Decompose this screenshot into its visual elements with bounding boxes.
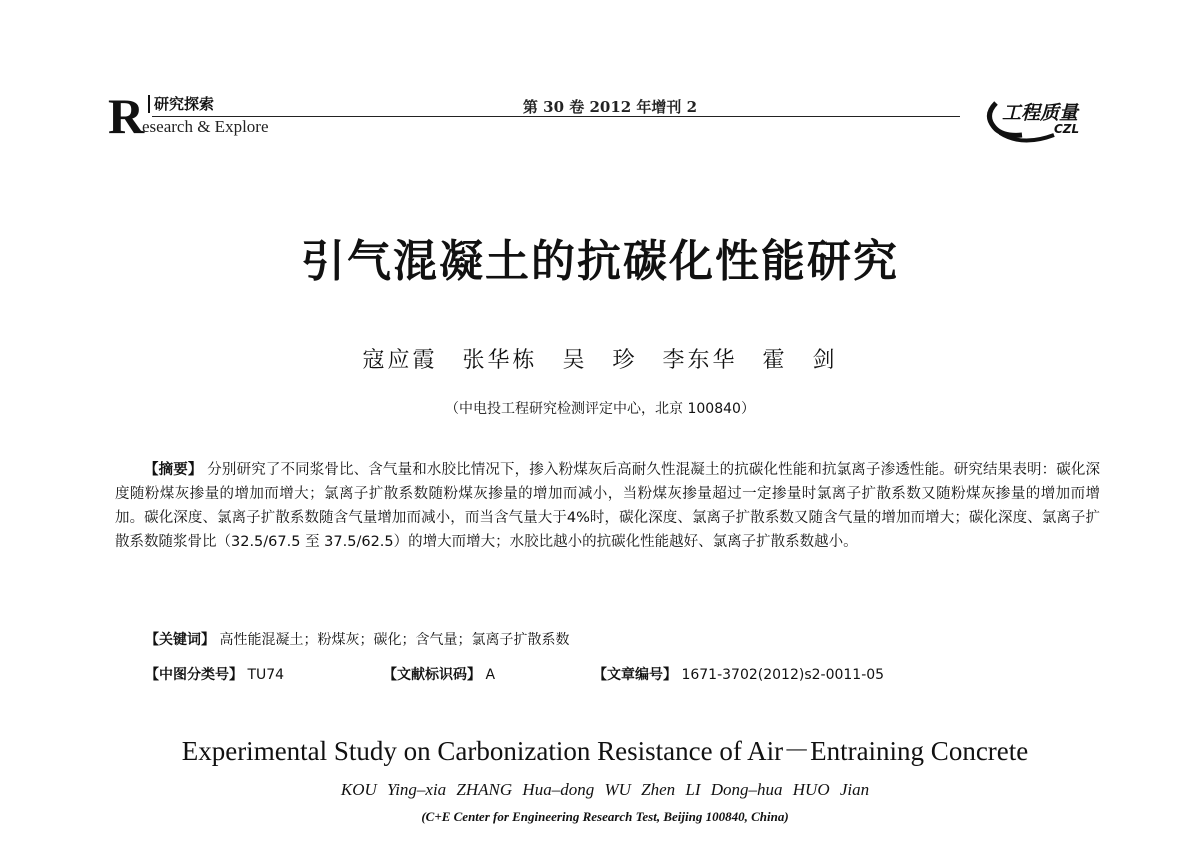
- r-logo-letter: R: [108, 88, 145, 144]
- journal-logo: [982, 93, 1097, 149]
- column-name-cn: 研究探索: [148, 95, 214, 113]
- column-name-en: esearch & Explore: [142, 117, 269, 136]
- authors-en: KOU Ying–xia ZHANG Hua–dong WU Zhen LI Dong–hua HUO Jian: [340, 780, 870, 799]
- abstract-text: 分别研究了不同浆骨比、含气量和水胶比情况下，掺入粉煤灰后高耐久性混凝土的抗碳化性能和抗氯离子渗透性能。研究结果表明：碳化深度随粉煤灰掺量的增加而增大；氯离子扩散系数随粉煤灰掺量的增加而减小，当粉煤灰掺量超过一定掺量时氯离子扩散系数又随粉煤灰掺量的增加而增加。碳化深度、氯离子扩散系数随含气量增加而减小，而当含气量大于4%时，碳化深度、氯离子扩散系数又随含气量的增加而增大；碳化深度、氯离子扩散系数随浆骨比（32.5/67.5 至 37.5/62.5）的增大而增大；水胶比越小的抗碳化性能越好、氯离子扩散系数越小。: [115, 462, 1100, 550]
- keywords: [145, 629, 1095, 649]
- paper-title-cn: 引气混凝土的抗碳化性能研究: [301, 236, 899, 287]
- abstract-paragraph: [115, 458, 1100, 554]
- article-number: [593, 664, 884, 684]
- logo-subtext: CZL: [1054, 122, 1080, 136]
- affiliation-cn: （中电投工程研究检测评定中心，北京 100840）: [445, 401, 755, 417]
- clc-value: TU74: [247, 667, 285, 683]
- doc-code-label: 【文献标识码】: [383, 667, 481, 683]
- clc-label: 【中图分类号】: [145, 667, 243, 683]
- article-number-value: 1671-3702(2012)s2-0011-05: [681, 667, 885, 683]
- issue-info: 第 30 卷 2012 年增刊 2: [522, 98, 698, 116]
- keywords-text: 高性能混凝土；粉煤灰；碳化；含气量；氯离子扩散系数: [219, 632, 570, 648]
- affiliation-en: (C+E Center for Engineering Research Test, Beijing 100840, China): [421, 809, 789, 824]
- authors-cn: 寇应霞 张华栋 吴 珍 李东华 霍 剑: [362, 348, 838, 373]
- abstract: [115, 458, 1100, 554]
- clc-number: [145, 664, 284, 684]
- keywords-label: 【关键词】: [145, 632, 215, 648]
- classification-row: [145, 664, 1095, 688]
- document-code: [383, 664, 495, 684]
- paper-title-en: Experimental Study on Carbonization Resistance of Air－Entraining Concrete: [181, 736, 1029, 766]
- doc-code-value: A: [485, 667, 496, 683]
- abstract-label: 【摘要】: [144, 462, 203, 478]
- article-number-label: 【文章编号】: [593, 667, 677, 683]
- logo-text: 工程质量: [1002, 102, 1079, 124]
